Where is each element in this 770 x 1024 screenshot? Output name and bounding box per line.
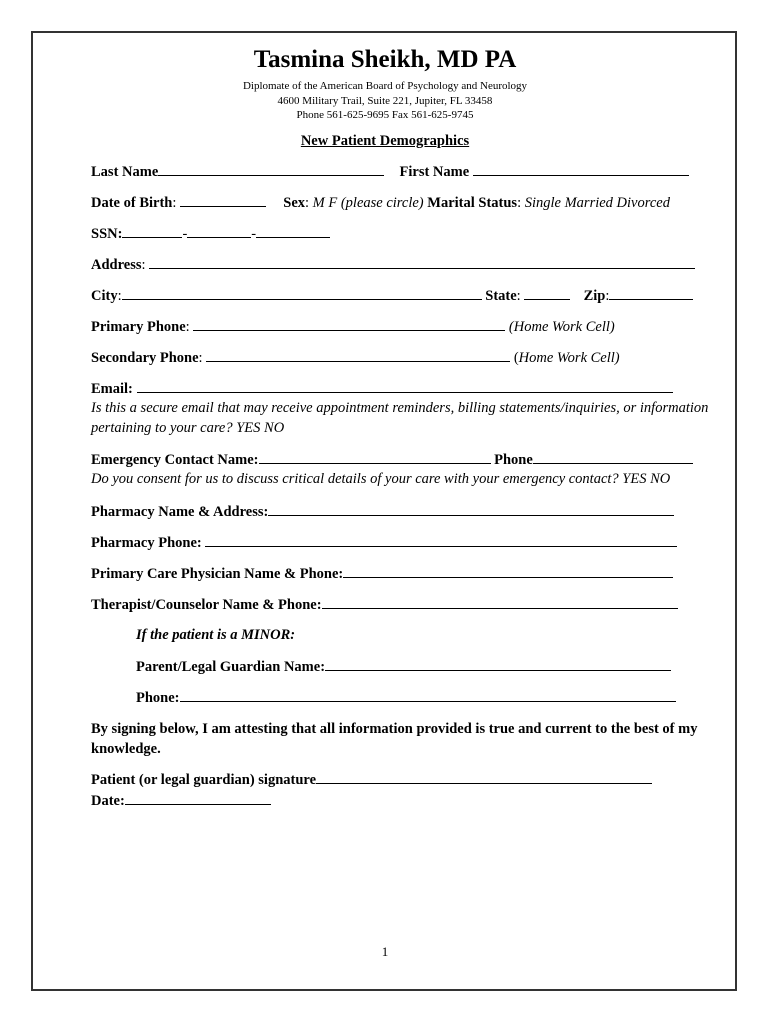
sex-label: Sex xyxy=(283,195,305,211)
city-label: City xyxy=(91,288,118,304)
pcp-field[interactable] xyxy=(343,565,673,578)
zip-field[interactable] xyxy=(609,287,693,300)
state-label: State xyxy=(485,288,517,304)
office-contact: Phone 561-625-9695 Fax 561-625-9745 xyxy=(296,109,474,121)
page-number: 1 xyxy=(381,944,389,959)
emergency-phone-label: Phone xyxy=(494,452,533,468)
email-consent-question[interactable]: Is this a secure email that may receive appointment reminders, billing statements/inquiries, or information pertaining to your care? YES NO xyxy=(91,400,709,436)
address-label: Address xyxy=(91,257,142,273)
address-field[interactable] xyxy=(149,256,695,269)
ssn-row: SSN: - - xyxy=(91,225,330,243)
guardian-phone-label: Phone: xyxy=(136,690,180,706)
date-field[interactable] xyxy=(125,792,271,805)
attestation-text: By signing below, I am attesting that all information provided is true and current to the best of my knowledge. xyxy=(91,721,698,757)
last-name-field[interactable] xyxy=(158,163,384,176)
marital-status-label: Marital Status xyxy=(427,195,518,211)
marital-status-options[interactable]: Single Married Divorced xyxy=(524,195,670,211)
therapist-row xyxy=(91,596,678,614)
minor-section-heading: If the patient is a MINOR: xyxy=(136,627,296,643)
emergency-consent-question[interactable]: Do you consent for us to discuss critical details of your care with your emergency contact? YES NO xyxy=(91,471,671,487)
dob-field[interactable] xyxy=(180,194,266,207)
guardian-name-field[interactable] xyxy=(325,658,671,671)
first-name-label: First Name xyxy=(399,164,470,180)
email-field[interactable] xyxy=(137,380,673,393)
guardian-phone-row xyxy=(136,689,676,707)
pharmacy-name-label: Pharmacy Name & Address: xyxy=(91,504,269,520)
secondary-phone-row: Secondary Phone: (Home Work Cell) xyxy=(91,350,620,366)
guardian-name-label: Parent/Legal Guardian Name: xyxy=(136,659,326,675)
pharmacy-phone-label: Pharmacy Phone: xyxy=(91,535,202,551)
pharmacy-phone-row xyxy=(91,534,677,552)
diplomate-line: Diplomate of the American Board of Psychology and Neurology xyxy=(242,80,528,92)
guardian-name-row xyxy=(136,658,671,676)
zip-label: Zip xyxy=(583,288,606,304)
pcp-label: Primary Care Physician Name & Phone: xyxy=(91,566,344,582)
emergency-contact-row xyxy=(91,451,693,469)
primary-phone-row: Primary Phone: (Home Work Cell) xyxy=(91,319,615,335)
pcp-row xyxy=(91,565,673,583)
email-label: Email: xyxy=(91,381,133,397)
doctor-name-title: Tasmina Sheikh, MD PA xyxy=(253,46,517,73)
therapist-label: Therapist/Counselor Name & Phone: xyxy=(91,597,322,613)
therapist-field[interactable] xyxy=(322,596,678,609)
secondary-phone-type-options[interactable]: Home Work Cell) xyxy=(518,350,620,366)
sex-options[interactable]: M F (please circle) xyxy=(312,195,424,211)
signature-label: Patient (or legal guardian) signature xyxy=(91,772,317,788)
ssn-label: SSN: xyxy=(91,226,123,242)
secondary-phone-label: Secondary Phone xyxy=(91,350,199,366)
address-row: Address: xyxy=(91,256,695,274)
primary-phone-field[interactable] xyxy=(193,318,505,331)
name-row xyxy=(91,163,689,181)
signature-field[interactable] xyxy=(316,771,652,784)
office-address: 4600 Military Trail, Suite 221, Jupiter, FL 33458 xyxy=(277,95,493,107)
dob-label: Date of Birth xyxy=(91,195,173,211)
dob-row: Date of Birth: Sex: M F (please circle) Marital Status: Single Married Divorced xyxy=(91,195,670,211)
guardian-phone-field[interactable] xyxy=(180,689,676,702)
secondary-phone-field[interactable] xyxy=(206,349,510,362)
date-label: Date: xyxy=(91,793,125,809)
secondary-phone-paren: ( xyxy=(513,350,519,366)
emergency-phone-field[interactable] xyxy=(533,451,693,464)
pharmacy-phone-field[interactable] xyxy=(205,534,677,547)
ssn-field-part2[interactable] xyxy=(187,225,251,238)
form-title: New Patient Demographics xyxy=(300,133,470,149)
emergency-contact-label: Emergency Contact Name: xyxy=(91,452,259,468)
pharmacy-name-field[interactable] xyxy=(268,503,674,516)
city-row: City: State: Zip: xyxy=(91,287,693,305)
date-row xyxy=(91,792,271,810)
pharmacy-name-row xyxy=(91,503,674,521)
primary-phone-label: Primary Phone xyxy=(91,319,186,335)
first-name-field[interactable] xyxy=(473,163,689,176)
city-field[interactable] xyxy=(122,287,482,300)
signature-row xyxy=(91,771,652,789)
state-field[interactable] xyxy=(524,287,570,300)
last-name-label: Last Name xyxy=(91,164,159,180)
email-row xyxy=(91,380,673,398)
primary-phone-type-options[interactable]: (Home Work Cell) xyxy=(508,319,615,335)
emergency-contact-field[interactable] xyxy=(259,451,491,464)
ssn-field-part3[interactable] xyxy=(256,225,330,238)
ssn-field-part1[interactable] xyxy=(122,225,182,238)
